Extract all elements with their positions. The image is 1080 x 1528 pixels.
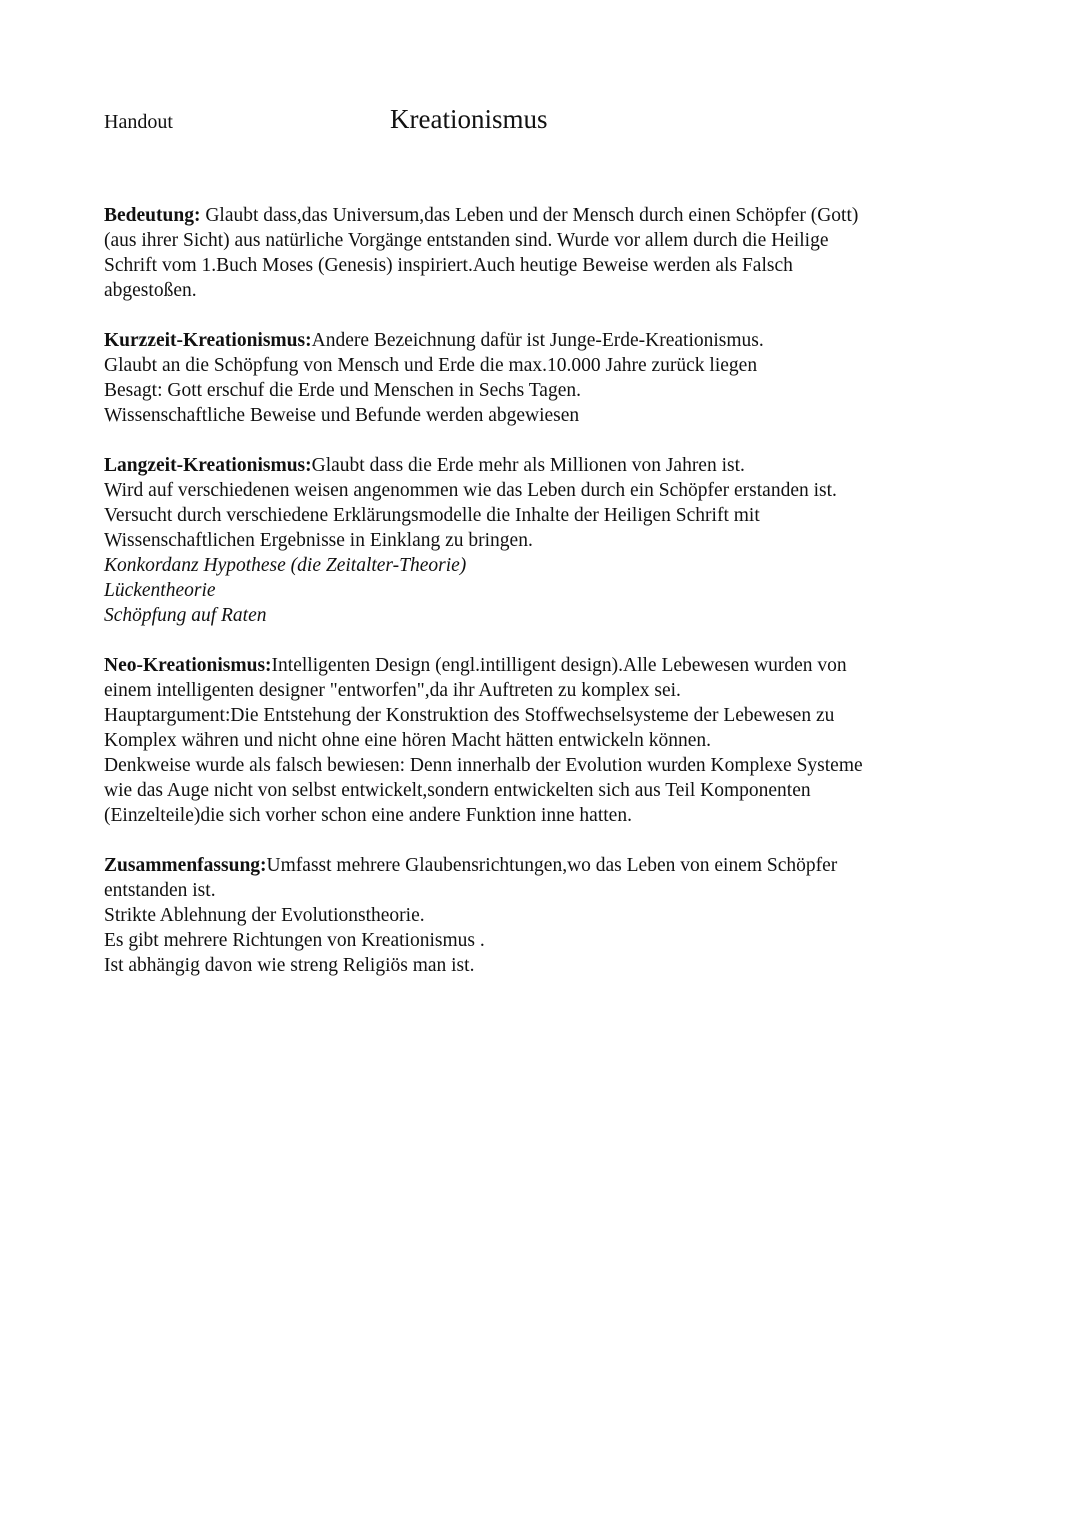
page-header bbox=[104, 104, 964, 144]
section-text: Intelligenten Design (engl.intilligent design).Alle Lebewesen wurden von bbox=[271, 655, 847, 676]
paragraph-line bbox=[104, 328, 974, 353]
paragraph-line: Glaubt an die Schöpfung von Mensch und Erde die max.10.000 Jahre zurück liegen bbox=[104, 355, 758, 376]
paragraph-line bbox=[104, 453, 974, 478]
paragraph-line: Komplex währen und nicht ohne eine hören Macht hätten entwickeln können. bbox=[104, 730, 712, 751]
paragraph-line: Schrift vom 1.Buch Moses (Genesis) inspiriert.Auch heutige Beweise werden als Falsch bbox=[104, 255, 793, 276]
section-neo-kreationismus bbox=[104, 653, 974, 828]
paragraph-line: (aus ihrer Sicht) aus natürliche Vorgänge entstanden sind. Wurde vor allem durch die Heilige bbox=[104, 230, 829, 251]
paragraph-line: Es gibt mehrere Richtungen von Kreationismus . bbox=[104, 930, 485, 951]
italic-list-item: Konkordanz Hypothese (die Zeitalter-Theorie) bbox=[104, 555, 467, 576]
section-term: Langzeit-Kreationismus: bbox=[104, 455, 312, 476]
section-kurzzeit-kreationismus bbox=[104, 328, 974, 428]
section-text: Andere Bezeichnung dafür ist Junge-Erde-Kreationismus. bbox=[311, 330, 764, 351]
section-zusammenfassung bbox=[104, 853, 974, 978]
paragraph-line: abgestoßen. bbox=[104, 280, 197, 301]
paragraph-line bbox=[104, 203, 974, 228]
paragraph-line: wie das Auge nicht von selbst entwickelt,sondern entwickelten sich aus Teil Komponenten bbox=[104, 780, 811, 801]
document-title: Kreationismus bbox=[390, 104, 548, 134]
paragraph-line: Wissenschaftliche Beweise und Befunde werden abgewiesen bbox=[104, 405, 580, 426]
paragraph-line: Versucht durch verschiedene Erklärungsmodelle die Inhalte der Heiligen Schrift mit bbox=[104, 505, 760, 526]
section-text: Glaubt dass,das Universum,das Leben und der Mensch durch einen Schöpfer (Gott) bbox=[200, 205, 859, 226]
document-body bbox=[104, 203, 974, 1003]
paragraph-line: Hauptargument:Die Entstehung der Konstruktion des Stoffwechselsysteme der Lebewesen zu bbox=[104, 705, 835, 726]
paragraph-line: einem intelligenten designer "entworfen",da ihr Auftreten zu komplex sei. bbox=[104, 680, 681, 701]
section-text: Glaubt dass die Erde mehr als Millionen von Jahren ist. bbox=[311, 455, 745, 476]
paragraph-line: Ist abhängig davon wie streng Religiös man ist. bbox=[104, 955, 475, 976]
italic-list-item: Schöpfung auf Raten bbox=[104, 605, 267, 626]
paragraph-line: Denkweise wurde als falsch bewiesen: Denn innerhalb der Evolution wurden Komplexe Systeme bbox=[104, 755, 863, 776]
section-term: Bedeutung: bbox=[104, 205, 201, 226]
italic-list-item: Lückentheorie bbox=[104, 580, 216, 601]
section-bedeutung bbox=[104, 203, 974, 303]
paragraph-line: Wissenschaftlichen Ergebnisse in Einklang zu bringen. bbox=[104, 530, 533, 551]
paragraph-line: Strikte Ablehnung der Evolutionstheorie. bbox=[104, 905, 425, 926]
section-term: Neo-Kreationismus: bbox=[104, 655, 272, 676]
paragraph-line bbox=[104, 853, 974, 878]
paragraph-line: (Einzelteile)die sich vorher schon eine andere Funktion inne hatten. bbox=[104, 805, 632, 826]
paragraph-line: Besagt: Gott erschuf die Erde und Menschen in Sechs Tagen. bbox=[104, 380, 581, 401]
handout-label: Handout bbox=[104, 111, 173, 133]
section-term: Kurzzeit-Kreationismus: bbox=[104, 330, 312, 351]
paragraph-line: Wird auf verschiedenen weisen angenommen wie das Leben durch ein Schöpfer erstanden ist. bbox=[104, 480, 837, 501]
section-term: Zusammenfassung: bbox=[104, 855, 267, 876]
paragraph-line bbox=[104, 653, 974, 678]
section-langzeit-kreationismus bbox=[104, 453, 974, 628]
section-text: Umfasst mehrere Glaubensrichtungen,wo das Leben von einem Schöpfer bbox=[266, 855, 838, 876]
paragraph-line: entstanden ist. bbox=[104, 880, 216, 901]
